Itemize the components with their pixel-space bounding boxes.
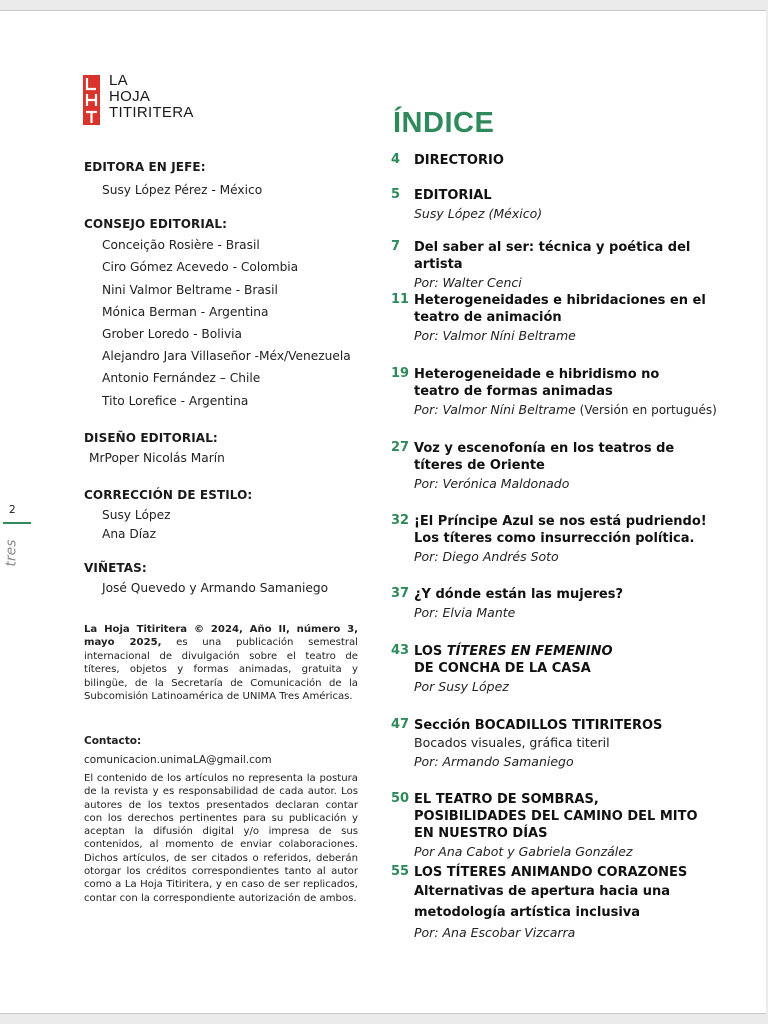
consejo-member: Nini Valmor Beltrame - Brasil — [102, 283, 278, 297]
index-entry[interactable] — [391, 187, 731, 223]
legal-notice — [84, 623, 358, 703]
index-entry[interactable] — [391, 513, 711, 566]
legal-notice-bold: La Hoja Titiritera © 2024, Año II, número 3, mayo 2025, — [84, 624, 358, 649]
entry-page-number: 27 — [391, 440, 410, 455]
page-marker-divider — [3, 522, 31, 524]
consejo-member: Grober Loredo - Bolivia — [102, 327, 243, 341]
diseno-name: MrPoper Nicolás Marín — [89, 451, 225, 465]
entry-title: Sección BOCADILLOS TITIRITEROS — [414, 718, 663, 733]
entry-author: Por: Ana Escobar Vizcarra — [414, 925, 576, 940]
page-word — [0, 539, 28, 569]
entry-subtitle: Alternativas de apertura hacia una metodología artística inclusiva — [414, 884, 671, 920]
entry-page-number: 5 — [391, 187, 401, 202]
index-entry[interactable] — [391, 440, 691, 493]
index-title: ÍNDICE — [393, 107, 495, 139]
entry-title: EDITORIAL — [414, 188, 492, 203]
entry-author: Por Susy López — [414, 679, 509, 694]
entry-subtitle: Bocados visuales, gráfica titeril — [414, 735, 610, 750]
entry-author-name: Por: Valmor Níni Beltrame — [414, 402, 576, 417]
entry-title: ¿Y dónde están las mujeres? — [414, 587, 624, 602]
logo-text — [109, 73, 194, 121]
entry-author: Por: Armando Samaniego — [414, 754, 574, 769]
entry-author: Por Ana Cabot y Gabriela González — [414, 844, 633, 859]
index-entry[interactable] — [391, 152, 731, 169]
contact-email[interactable]: comunicacion.unimaLA@gmail.com — [84, 754, 272, 766]
entry-author: Susy López (México) — [414, 206, 543, 221]
entry-page-number: 43 — [391, 643, 410, 658]
entry-page-number: 32 — [391, 513, 410, 528]
entry-page-number: 4 — [391, 152, 401, 167]
consejo-member: Conceição Rosière - Brasil — [102, 238, 260, 252]
index-entry[interactable] — [391, 292, 711, 345]
entry-title: DIRECTORIO — [414, 153, 504, 168]
entry-author: Por: Verónica Maldonado — [414, 476, 570, 491]
entry-note: (Versión en portugués) — [575, 403, 717, 417]
index-entry[interactable] — [391, 643, 631, 696]
editora-name: Susy López Pérez - México — [102, 183, 263, 197]
entry-title: EL TEATRO DE SOMBRAS, POSIBILIDADES DEL CAMINO DEL MITO EN NUESTRO DÍAS — [414, 792, 698, 841]
index-entry[interactable] — [391, 239, 731, 292]
correccion-name: Susy López — [102, 508, 171, 522]
diseno-heading: DISEÑO EDITORIAL: — [84, 431, 218, 445]
entry-title — [414, 643, 631, 677]
logo-line-1: LA — [109, 72, 128, 89]
entry-page-number: 37 — [391, 586, 410, 601]
entry-title: Heterogeneidade e hibridismo no teatro de formas animadas — [414, 367, 660, 399]
entry-author: Por: Walter Cenci — [414, 275, 522, 290]
entry-author: Por: Elvia Mante — [414, 605, 516, 620]
entry-title: Heterogeneidades e hibridaciones en el teatro de animación — [414, 293, 706, 325]
entry-page-number: 19 — [391, 366, 410, 381]
logo-line-2: HOJA — [109, 88, 151, 105]
entry-title: ¡El Príncipe Azul se nos está pudriendo! Los títeres como insurrección política. — [414, 514, 707, 546]
index-entry[interactable] — [391, 586, 731, 622]
entry-page-number: 11 — [391, 292, 410, 307]
correccion-name: Ana Díaz — [102, 527, 157, 541]
vinetas-names: José Quevedo y Armando Samaniego — [102, 581, 329, 595]
entry-title-italic: TÍTERES EN FEMENINO — [446, 644, 613, 659]
index-entry[interactable] — [391, 717, 731, 771]
index-entry[interactable] — [391, 791, 703, 861]
entry-author: Por: Valmor Níni Beltrame — [414, 328, 576, 343]
entry-page-number: 55 — [391, 864, 410, 879]
entry-title-part: DE CONCHA DE LA CASA — [414, 661, 591, 676]
entry-title-part: LOS — [414, 644, 447, 659]
entry-author: Por: Diego Andrés Soto — [414, 549, 559, 564]
consejo-member: Antonio Fernández – Chile — [102, 371, 261, 385]
logo-line-3: TITIRITERA — [109, 104, 194, 121]
consejo-member: Mónica Berman - Argentina — [102, 305, 269, 319]
index-entry[interactable] — [391, 366, 717, 420]
entry-page-number: 47 — [391, 717, 410, 732]
index-entry[interactable] — [391, 864, 691, 942]
legal-notice-text: es una publicación semestral internacional de divulgación sobre el teatro de títeres, objetos y formas animadas, gratuita y bilingüe, de la Secretaría de Comunicación de la Subcomisión Latinoamérica de UNIMA Tres Américas. — [84, 637, 358, 703]
entry-title: Del saber al ser: técnica y poética del artista — [414, 240, 691, 272]
entry-page-number: 50 — [391, 791, 410, 806]
entry-title: Voz y escenofonía en los teatros de títeres de Oriente — [414, 441, 675, 473]
disclaimer: El contenido de los artículos no representa la postura de la revista y es responsabilidad de cada autor. Los autores de los textos presentados declaran contar con los derechos pertinentes para su publicación y aceptan la difusión digital y/o impresa de sus contenidos, al momento de enviar colaboraciones. Dichos artículos, de ser citados o referidos, deberán otorgar los créditos correspondientes tanto al autor como a La Hoja Titiritera, y en caso de ser replicados, contar con la correspondiente autorización de ambos. — [84, 773, 358, 904]
vinetas-heading: VIÑETAS: — [84, 561, 147, 575]
correccion-heading: CORRECCIÓN DE ESTILO: — [84, 488, 253, 502]
consejo-member: Ciro Gómez Acevedo - Colombia — [102, 260, 299, 274]
entry-author — [414, 400, 717, 420]
page-word-text: tres — [3, 539, 20, 567]
editora-heading: EDITORA EN JEFE: — [84, 160, 206, 174]
contacto-heading: Contacto: — [84, 735, 142, 747]
entry-title: LOS TÍTERES ANIMANDO CORAZONES — [414, 865, 688, 880]
entry-page-number: 7 — [391, 239, 401, 254]
logo-mark-icon — [83, 75, 100, 125]
page-number: 2 — [9, 504, 16, 516]
consejo-member: Tito Lorefice - Argentina — [102, 394, 249, 408]
consejo-heading: CONSEJO EDITORIAL: — [84, 217, 227, 231]
consejo-member: Alejandro Jara Villaseñor -Méx/Venezuela — [102, 349, 351, 363]
